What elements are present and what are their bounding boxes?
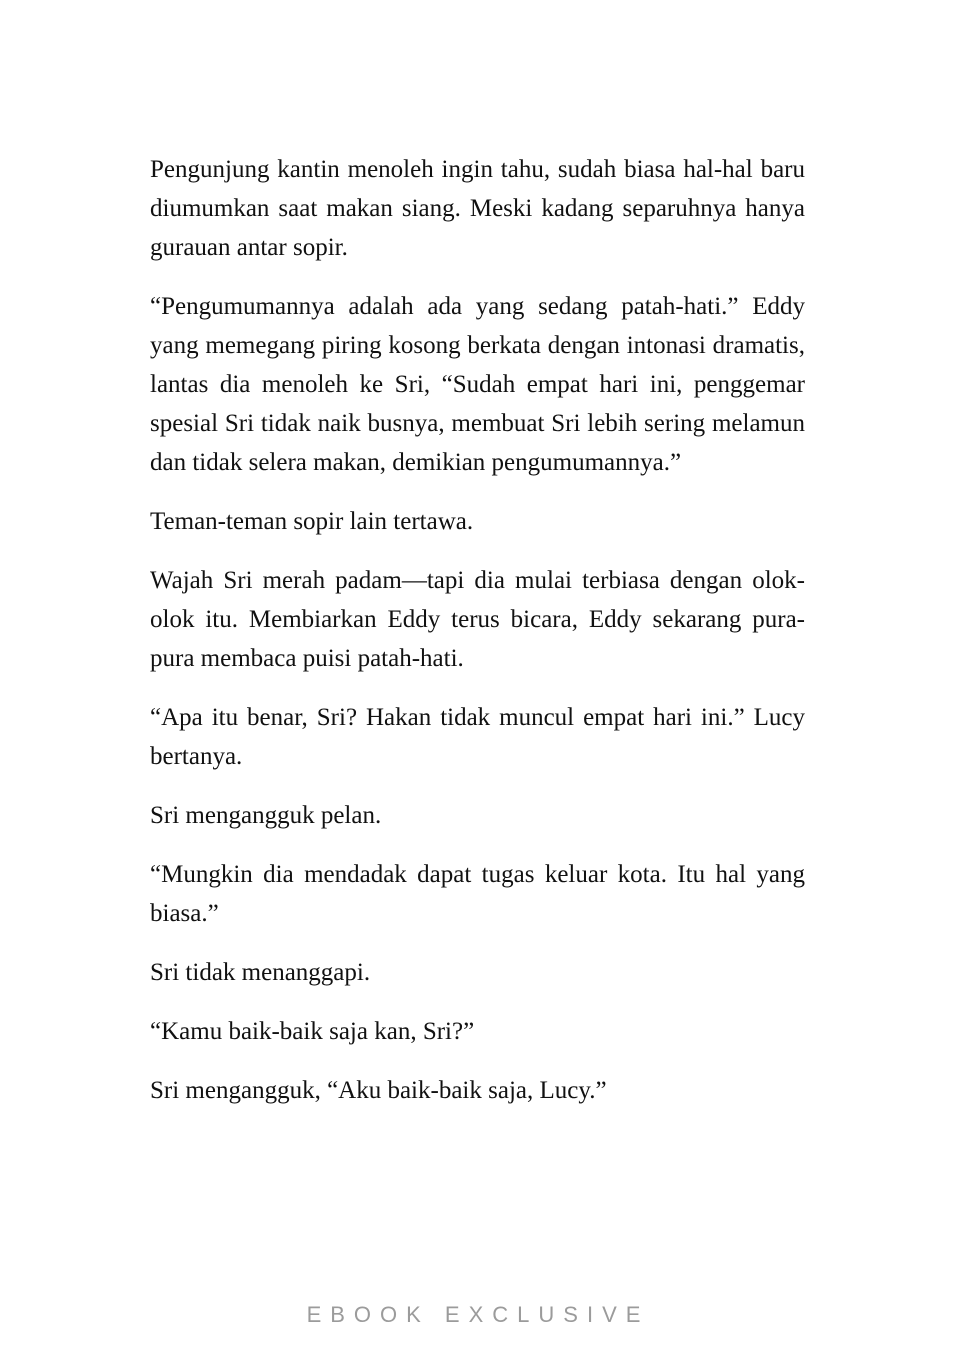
paragraph-6: Sri mengangguk pelan.	[150, 802, 382, 829]
body-text	[150, 150, 805, 1110]
paragraph-8: Sri tidak menanggapi.	[150, 959, 371, 986]
paragraph-10: Sri mengangguk, “Aku baik-baik saja, Lucy.”	[150, 1077, 607, 1104]
paragraph-7: “Mungkin dia mendadak dapat tugas keluar kota. Itu hal yang biasa.”	[150, 861, 805, 927]
paragraph-3: Teman-teman sopir lain tertawa.	[150, 508, 474, 535]
paragraph-4: Wajah Sri merah padam—tapi dia mulai terbiasa dengan olok-olok itu. Membiarkan Eddy terus bicara, Eddy sekarang pura-pura membaca puisi patah-hati.	[150, 567, 805, 672]
paragraph-2: “Pengumumannya adalah ada yang sedang patah-hati.” Eddy yang memegang piring kosong berkata dengan intonasi dramatis, lantas dia menoleh ke Sri, “Sudah empat hari ini, penggemar spesial Sri tidak naik busnya, membuat Sri lebih sering melamun dan tidak selera makan, demikian pengumumannya.”	[150, 293, 805, 476]
paragraph-1: Pengunjung kantin menoleh ingin tahu, sudah biasa hal-hal baru diumumkan saat makan siang. Meski kadang separuhnya hanya gurauan antar sopir.	[150, 156, 805, 261]
footer-label: EBOOK EXCLUSIVE	[306, 1302, 650, 1327]
paragraph-5: “Apa itu benar, Sri? Hakan tidak muncul empat hari ini.” Lucy bertanya.	[150, 704, 805, 770]
paragraph-9: “Kamu baik-baik saja kan, Sri?”	[150, 1018, 475, 1045]
